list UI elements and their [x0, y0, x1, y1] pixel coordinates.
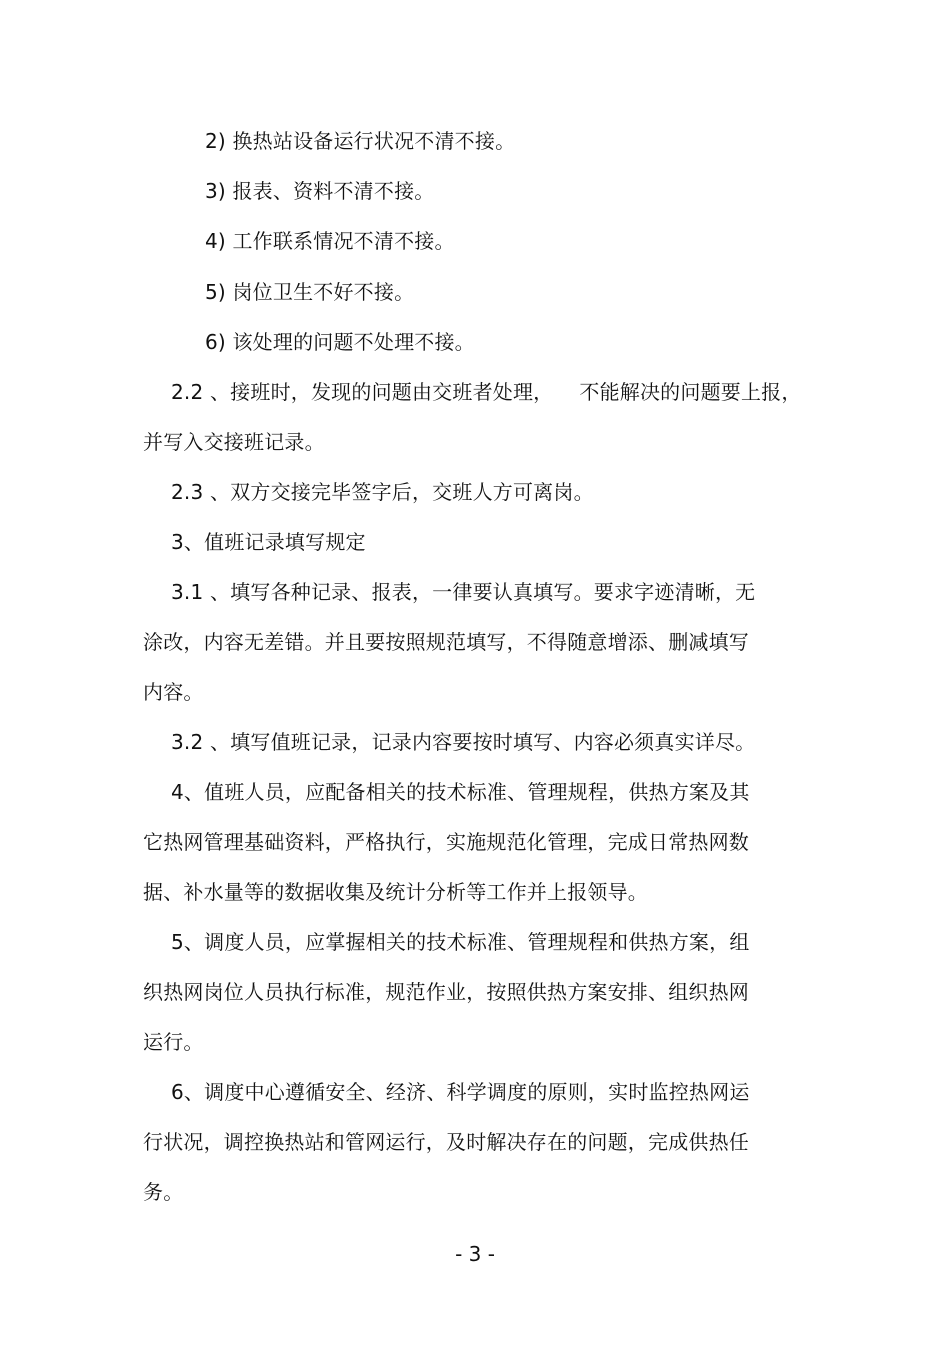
- text-line: 5) 岗位卫生不好不接。: [205, 280, 415, 304]
- text-line: 6、调度中心遵循安全、经济、科学调度的原则，实时监控热网运: [171, 1080, 750, 1104]
- text-line: 4、值班人员，应配备相关的技术标准、管理规程，供热方案及其: [171, 780, 750, 804]
- text-line: 行状况，调控换热站和管网运行，及时解决存在的问题，完成供热任: [143, 1130, 749, 1154]
- text-line: 3.2 、填写值班记录，记录内容要按时填写、内容必须真实详尽。: [171, 730, 756, 754]
- text-line: 2.3 、双方交接完毕签字后，交班人方可离岗。: [171, 480, 594, 504]
- text-line: 内容。: [143, 680, 204, 704]
- text-line: 3) 报表、资料不清不接。: [205, 179, 435, 203]
- text-line: 它热网管理基础资料，严格执行，实施规范化管理，完成日常热网数: [143, 830, 749, 854]
- text-line: 5、调度人员，应掌握相关的技术标准、管理规程和供热方案，组: [171, 930, 750, 954]
- text-line: 2) 换热站设备运行状况不清不接。: [205, 129, 516, 153]
- section-heading: 3、值班记录填写规定: [171, 530, 366, 554]
- text-line: 4) 工作联系情况不清不接。: [205, 229, 455, 253]
- text-line: 并写入交接班记录。: [143, 430, 325, 454]
- text-line: 织热网岗位人员执行标准，规范作业，按照供热方案安排、组织热网: [143, 980, 749, 1004]
- text-line: 6) 该处理的问题不处理不接。: [205, 330, 475, 354]
- text-line: 3.1 、填写各种记录、报表，一律要认真填写。要求字迹清晰，无: [171, 580, 756, 604]
- text-line: 务。: [143, 1180, 184, 1204]
- paragraph-line: [171, 377, 811, 407]
- page-number: - 3 -: [455, 1242, 495, 1266]
- text-line: 涂改，内容无差错。并且要按照规范填写，不得随意增添、删减填写: [143, 630, 749, 654]
- text-segment: 不能解决的问题要上报，: [579, 380, 802, 404]
- text-line: 据、补水量等的数据收集及统计分析等工作并上报领导。: [143, 880, 648, 904]
- text-line: 运行。: [143, 1030, 204, 1054]
- text-segment: 2.2 、接班时，发现的问题由交班者处理，: [171, 380, 554, 404]
